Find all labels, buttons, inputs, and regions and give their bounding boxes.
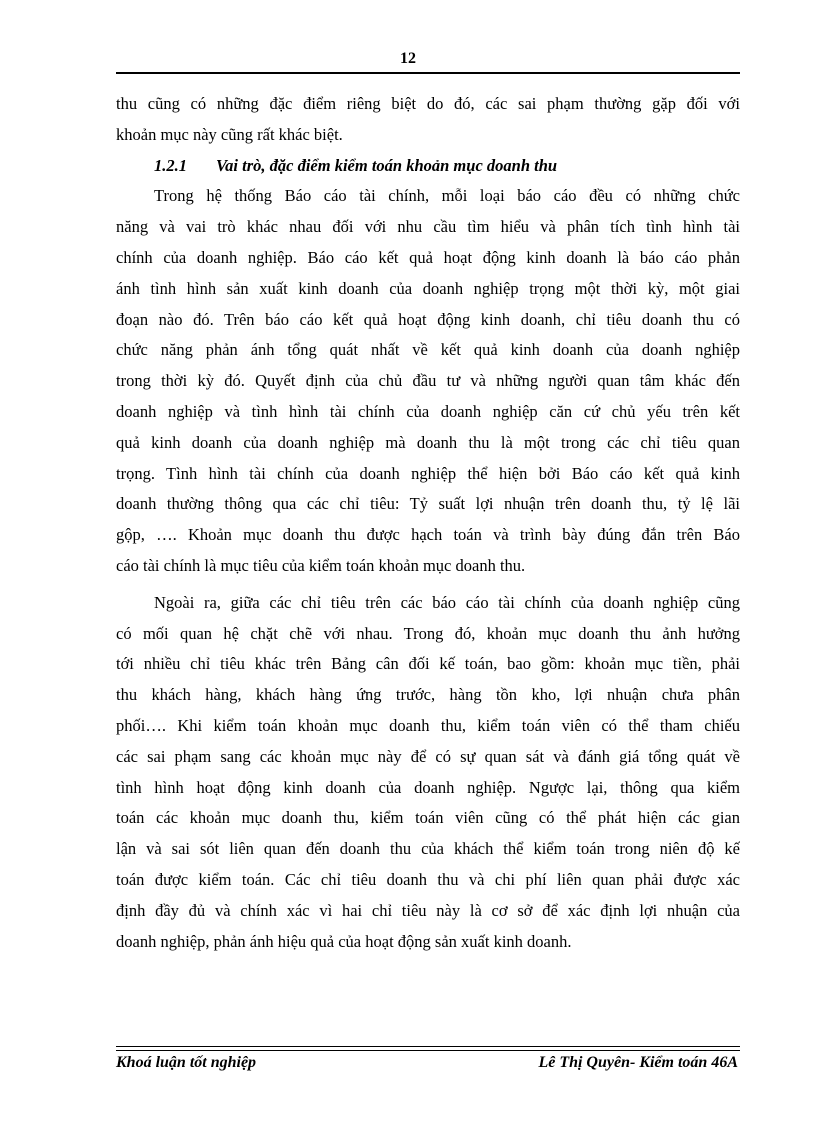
text-line: ánh tình hình sản xuất kinh doanh của doanh nghiệp trọng một thời kỳ, một giai [116, 278, 740, 298]
footer-rule-top [116, 1046, 740, 1047]
text-line: định đầy đủ và chính xác vì hai chỉ tiêu này là cơ sở để xác định lợi nhuận của [116, 900, 740, 920]
text-line: doanh thường thông qua các chỉ tiêu: Tỷ suất lợi nhuận trên doanh thu, tỷ lệ lãi [116, 494, 740, 514]
text-line: phối…. Khi kiểm toán khoản mục doanh thu, kiểm toán viên có thể tham chiếu [116, 715, 740, 735]
text-line: doanh nghiệp và tình hình tài chính của doanh nghiệp căn cứ chủ yếu trên kết [116, 401, 740, 421]
text-line: thu khách hàng, khách hàng ứng trước, hàng tồn kho, lợi nhuận chưa phân [116, 685, 740, 705]
text-line: toán được kiểm toán. Các chỉ tiêu doanh thu và chi phí liên quan phải được xác [116, 869, 740, 889]
page-number: 12 [400, 50, 416, 67]
section-title: Vai trò, đặc điểm kiểm toán khoản mục doanh thu [216, 155, 558, 175]
section-heading [116, 151, 740, 182]
text-line: trọng. Tình hình tài chính của doanh nghiệp thể hiện bởi Báo cáo kết quả kinh [116, 463, 740, 483]
text-line: năng và vai trò khác nhau đối với nhu cầu tìm hiểu và phân tích tình hình tài [116, 217, 740, 237]
text-line: tình hình hoạt động kinh doanh của doanh nghiệp. Ngược lại, thông qua kiểm [116, 777, 740, 797]
section-number: 1.2.1 [154, 155, 187, 175]
text-line: quả kinh doanh của doanh nghiệp mà doanh thu là một trong các chỉ tiêu quan [116, 432, 740, 452]
footer-thesis-label: Khoá luận tốt nghiệp [116, 1054, 257, 1071]
text-line: gộp, …. Khoản mục doanh thu được hạch toán và trình bày đúng đắn trên Báo [116, 525, 740, 545]
footer-rule-bottom [116, 1050, 740, 1051]
text-line: tới nhiều chỉ tiêu khác trên Bảng cân đối kế toán, bao gồm: khoản mục tiền, phải [116, 654, 740, 674]
footer-author: Lê Thị Quyên- Kiểm toán 46A [538, 1054, 738, 1071]
text-line: Trong hệ thống Báo cáo tài chính, mỗi loại báo cáo đều có những chức [154, 186, 740, 206]
text-line: lận và sai sót liên quan đến doanh thu của khách thể kiểm toán trong niên độ kế [116, 839, 740, 859]
text-line: trong thời kỳ đó. Quyết định của chủ đầu tư và những người quan tâm khác đến [116, 371, 740, 391]
text-line: cáo tài chính là mục tiêu của kiểm toán khoản mục doanh thu. [116, 555, 526, 575]
text-line: chức năng phản ánh tổng quát nhất về kết quả kinh doanh của doanh nghiệp [116, 340, 740, 360]
text-line: các sai phạm sang các khoản mục này để có sự quan sát và đánh giá tổng quát về [116, 746, 740, 766]
text-line: đoạn nào đó. Trên báo cáo kết quả hoạt động kinh doanh, chỉ tiêu doanh thu có [116, 309, 740, 329]
text-line: toán các khoản mục doanh thu, kiểm toán viên cũng có thể phát hiện các gian [116, 808, 740, 828]
header-rule [116, 72, 740, 74]
text-line: doanh nghiệp, phản ánh hiệu quả của hoạt động sản xuất kinh doanh. [116, 931, 572, 951]
text-line: chính của doanh nghiệp. Báo cáo kết quả hoạt động kinh doanh là báo cáo phản [116, 247, 740, 267]
text-line: thu cũng có những đặc điểm riêng biệt do đó, các sai phạm thường gặp đối với [116, 94, 740, 113]
text-line: Ngoài ra, giữa các chỉ tiêu trên các báo cáo tài chính của doanh nghiệp cũng [154, 592, 740, 612]
text-line: khoản mục này cũng rất khác biệt. [116, 124, 343, 144]
page-body [116, 89, 740, 957]
text-line: có mối quan hệ chặt chẽ với nhau. Trong đó, khoản mục doanh thu ảnh hưởng [116, 623, 740, 643]
